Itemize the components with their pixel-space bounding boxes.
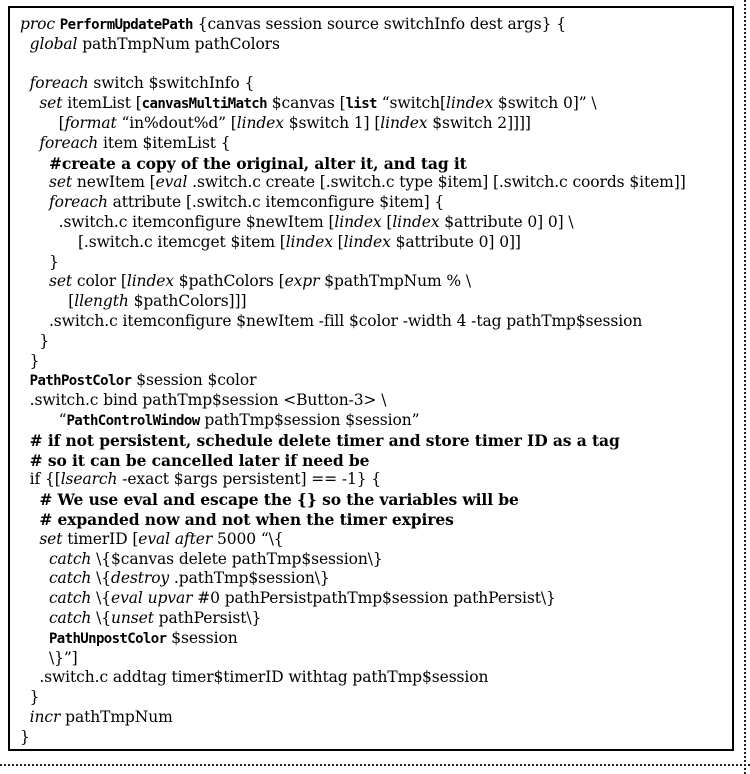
code-segment-plain: [.switch.c itemcget $item [ (77, 232, 286, 251)
code-line (20, 609, 726, 629)
code-segment-plain: [ (381, 212, 393, 231)
code-line (20, 391, 726, 411)
code-segment-kw: lindex (392, 212, 440, 231)
code-line (20, 629, 726, 649)
code-segment-kw: lindex (236, 113, 284, 132)
code-segment-kw: foreach (39, 133, 99, 152)
code-segment-name: list (345, 96, 377, 113)
code-line (20, 490, 726, 510)
code-segment-kw: unset (111, 608, 154, 627)
code-segment-kw: lindex (126, 272, 174, 291)
code-line (20, 233, 726, 253)
code-line (20, 312, 726, 332)
code-segment-plain: newItem [ (72, 173, 156, 192)
code-segment-cmt: # expanded now and not when the timer expires (39, 509, 454, 529)
code-segment-kw: global (29, 34, 78, 53)
code-line (20, 94, 726, 114)
code-segment-name: PathControlWindow (66, 412, 200, 429)
code-segment-kw: eval (138, 529, 171, 548)
code-line (20, 589, 726, 609)
code-segment-plain: } (29, 351, 40, 370)
code-line (20, 292, 726, 312)
code-segment-plain: $session $color (131, 371, 257, 390)
code-segment-plain: .switch.c itemconfigure $newItem -fill $color -width 4 -tag pathTmp$session (48, 311, 643, 330)
code-segment-plain: [ (58, 113, 65, 132)
code-segment-kw: lindex (343, 232, 391, 251)
code-segment-plain: pathTmpNum (60, 707, 173, 726)
code-segment-plain: if {[ (29, 470, 61, 489)
code-segment-plain: [ (332, 232, 344, 251)
code-line (20, 728, 726, 748)
code-segment-plain: $attribute 0] 0]] (390, 232, 521, 251)
code-line (20, 530, 726, 550)
code-segment-plain: $switch 1] [ (283, 113, 381, 132)
code-segment-kw: catch (48, 608, 92, 627)
code-line (20, 510, 726, 530)
code-segment-cmt: # so it can be cancelled later if need be (29, 450, 370, 470)
code-segment-plain: $attribute 0] 0] \ (439, 212, 574, 231)
code-segment-kw: format (64, 113, 117, 132)
code-segment-plain: \}”] (48, 648, 78, 667)
code-segment-plain: pathPersist\} (153, 608, 262, 627)
code-segment-kw: set (39, 94, 63, 113)
code-segment-plain: } (39, 331, 50, 350)
code-segment-plain: .switch.c create [.switch.c type $item] [.switch.c coords $item]] (187, 173, 686, 192)
code-segment-plain: $canvas [ (266, 94, 346, 113)
code-line (20, 272, 726, 292)
code-segment-plain: $switch 0]” \ (493, 94, 597, 113)
code-segment-kw: lindex (334, 212, 382, 231)
code-segment-kw: catch (48, 549, 92, 568)
code-segment-plain: color [ (72, 272, 127, 291)
code-line (20, 193, 726, 213)
code-line (20, 688, 726, 708)
code-line (20, 213, 726, 233)
code-segment-kw: incr (29, 707, 61, 726)
code-line (20, 550, 726, 570)
code-segment-kw: set (48, 173, 73, 192)
code-segment-plain: {canvas session source switchInfo dest args} { (192, 15, 566, 33)
code-segment-plain: \{ (91, 569, 112, 588)
code-segment-plain: .switch.c addtag timer$timerID withtag pathTmp$session (39, 668, 489, 687)
code-line (20, 15, 726, 35)
code-line (20, 668, 726, 688)
code-segment-kw: after (174, 529, 213, 548)
code-listing (20, 15, 726, 747)
code-segment-plain: “in%dout%d” [ (116, 113, 237, 132)
code-segment-kw: lindex (445, 94, 494, 113)
code-segment-cmt: # We use eval and escape the {} so the variables will be (39, 490, 519, 510)
code-line (20, 35, 726, 55)
code-line (20, 411, 726, 431)
code-segment-kw: destroy (111, 569, 170, 588)
code-segment-kw: llength (74, 292, 129, 311)
code-segment-kw: lindex (380, 113, 428, 132)
code-segment-plain: #0 pathPersistpathTmp$session pathPersist\} (192, 589, 556, 608)
code-segment-plain: pathTmpNum pathColors (77, 34, 280, 53)
code-line (20, 451, 726, 471)
code-segment-name: PerformUpdatePath (59, 17, 193, 33)
code-segment-kw: catch (48, 569, 92, 588)
code-line (20, 431, 726, 451)
code-segment-kw: lsearch (60, 470, 118, 489)
code-listing-frame (8, 6, 734, 751)
code-segment-name: PathUnpostColor (48, 630, 167, 647)
code-line (20, 470, 726, 490)
code-line (20, 253, 726, 273)
code-segment-cmt: #create a copy of the original, alter it, and tag it (48, 153, 467, 173)
code-segment-plain: } (20, 727, 30, 746)
code-segment-plain: pathTmp$session $session” (199, 410, 420, 429)
code-segment-plain: [ (68, 292, 75, 311)
code-segment-plain: \{ (91, 589, 112, 608)
code-segment-plain: \{$canvas delete pathTmp$session\} (91, 549, 383, 568)
code-segment-kw: set (48, 272, 73, 291)
code-segment-kw: set (39, 529, 63, 548)
code-segment-kw: lindex (285, 232, 333, 251)
code-line (20, 55, 726, 75)
code-segment-name: canvasMultiMatch (141, 96, 267, 113)
code-segment-plain: $switch 2]]]] (427, 113, 531, 132)
code-segment-plain: .pathTmp$session\} (169, 569, 330, 588)
code-line (20, 114, 726, 134)
code-segment-plain: item $itemList { (98, 133, 231, 152)
page-edge-bottom (0, 764, 750, 766)
code-line (20, 352, 726, 372)
code-segment-plain: \{ (91, 608, 112, 627)
code-segment-plain: switch $switchInfo { (88, 74, 255, 93)
code-segment-plain: $pathColors]]] (128, 292, 247, 311)
code-segment-plain: 5000 “\{ (212, 529, 284, 548)
code-line (20, 154, 726, 174)
code-segment-kw: expr (284, 272, 320, 291)
code-segment-plain: “ (58, 410, 67, 429)
code-line (20, 569, 726, 589)
code-segment-kw: eval (111, 589, 143, 608)
code-segment-plain: $pathTmpNum % \ (319, 272, 472, 291)
code-line (20, 74, 726, 94)
code-segment-plain: .switch.c itemconfigure $newItem [ (58, 212, 335, 231)
code-segment-plain: } (48, 252, 59, 271)
code-line (20, 134, 726, 154)
code-segment-cmt: # if not persistent, schedule delete timer and store timer ID as a tag (29, 430, 620, 450)
code-segment-plain: $session (166, 628, 238, 647)
code-segment-kw: catch (48, 589, 92, 608)
code-segment-plain: -exact $args persistent] == -1} { (117, 470, 382, 489)
code-segment-plain: $pathColors [ (173, 272, 285, 291)
code-line (20, 708, 726, 728)
code-line (20, 332, 726, 352)
code-segment-plain: “switch[ (376, 94, 446, 113)
code-line (20, 649, 726, 669)
code-segment-plain: } (29, 688, 40, 707)
code-segment-kw: foreach (29, 74, 89, 93)
code-segment-kw: upvar (147, 589, 193, 608)
page-edge-right (744, 0, 746, 774)
code-segment-kw: eval (155, 173, 188, 192)
code-line (20, 371, 726, 391)
code-segment-plain: attribute [.switch.c itemconfigure $item] { (107, 193, 445, 212)
code-segment-kw: proc (20, 15, 55, 33)
code-segment-plain: itemList [ (62, 94, 142, 113)
code-segment-kw: foreach (48, 193, 108, 212)
code-segment-plain: timerID [ (62, 529, 139, 548)
code-segment-name: PathPostColor (29, 373, 132, 390)
code-segment-plain: .switch.c bind pathTmp$session <Button-3> \ (29, 391, 387, 410)
code-line (20, 173, 726, 193)
